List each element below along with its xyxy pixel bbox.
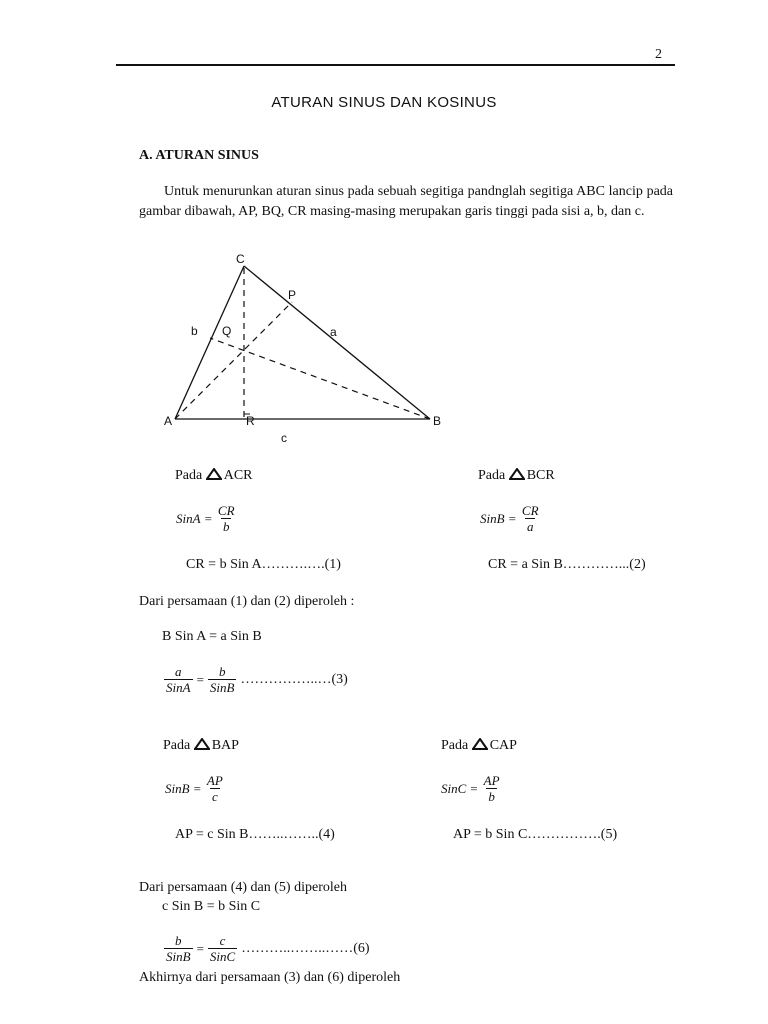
foot-label-P: P (288, 288, 297, 302)
page-number: 2 (655, 47, 662, 62)
intro-paragraph (139, 182, 673, 222)
result-4: AP = c Sin B……..……..(4) (175, 827, 335, 842)
triangle-icon (472, 738, 488, 750)
result-5: AP = b Sin C…………….(5) (453, 827, 618, 842)
derive2-line: c Sin B = b Sin C (162, 899, 261, 914)
side-label-c: c (281, 431, 287, 445)
heading-bcr: Pada BCR (478, 468, 555, 483)
page-title: ATURAN SINUS DAN KOSINUS (271, 94, 497, 111)
eq-3: $\frac{a}{\text{SinA}}$ = $\frac{b}{\text{SinB}}$ ……………..…(3) (166, 664, 348, 695)
altitude-BQ (210, 338, 430, 419)
heading-cap: Pada CAP (441, 738, 517, 753)
section-heading: A. ATURAN SINUS (139, 148, 259, 163)
eq-sinC-ap: SinC = $\frac{AP}{b}$ (441, 773, 500, 804)
eq-sinA: SinA = $\frac{CR}{b}$ (176, 503, 235, 534)
side-label-a: a (330, 325, 337, 339)
result-2: CR = a Sin B…………...(2) (488, 557, 646, 572)
eq-6: $\frac{b}{\text{SinB}}$ = $\frac{c}{\text{SinC}}$ ………..……..……(6) (166, 933, 370, 964)
heading-bap: Pada BAP (163, 738, 239, 753)
side-a (244, 266, 430, 419)
foot-label-R: R (246, 414, 255, 428)
side-label-b: b (191, 324, 198, 338)
vertex-label-A: A (164, 414, 173, 428)
triangle-icon (206, 468, 222, 480)
eq-sinB-ap: SinB = $\frac{AP}{c}$ (165, 773, 223, 804)
eq-sinB: SinB = $\frac{CR}{a}$ (480, 503, 539, 534)
result-1: CR = b Sin A……….….(1) (186, 557, 341, 572)
closing-text: Akhirnya dari persamaan (3) dan (6) diperoleh (139, 970, 401, 985)
derive1-line: B Sin A = a Sin B (162, 629, 262, 644)
triangle-diagram (160, 250, 450, 450)
triangle-figure (160, 250, 450, 450)
vertex-label-C: C (236, 252, 245, 266)
derive1-text: Dari persamaan (1) dan (2) diperoleh : (139, 594, 355, 609)
triangle-icon (194, 738, 210, 750)
altitude-AP (175, 302, 292, 419)
foot-label-Q: Q (222, 324, 232, 338)
heading-acr: Pada ACR (175, 468, 253, 483)
triangle-icon (509, 468, 525, 480)
vertex-label-B: B (433, 414, 442, 428)
intro-paragraph-text: Untuk menurunkan aturan sinus pada sebuah segitiga pandnglah segitiga ABC lancip pada gambar dibawah, AP, BQ, CR masing-masing merupakan garis tinggi pada sisi a, b, dan c. (139, 184, 673, 219)
derive2-text: Dari persamaan (4) dan (5) diperoleh (139, 880, 347, 895)
side-b (175, 266, 244, 419)
header-rule (116, 64, 675, 66)
